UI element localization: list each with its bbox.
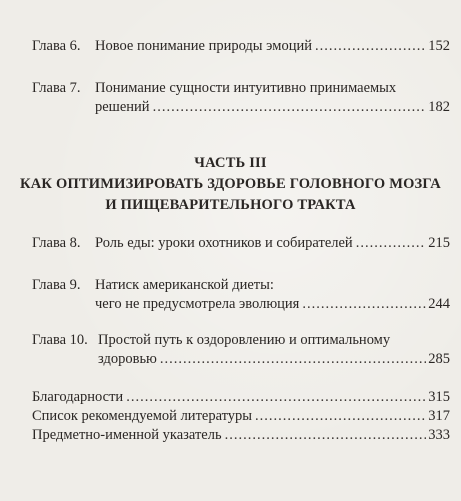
page-number: 244 bbox=[428, 296, 450, 312]
toc-entry-acknowledgements bbox=[32, 388, 450, 407]
dot-leader bbox=[255, 407, 426, 426]
chapter-label: Глава 8. bbox=[32, 235, 81, 251]
dot-leader bbox=[153, 98, 427, 117]
chapter-label: Глава 9. bbox=[32, 277, 81, 293]
toc-entry-chapter-8 bbox=[32, 234, 450, 253]
chapter-title: Новое понимание природы эмоций bbox=[95, 38, 312, 54]
entry-title: Благодарности bbox=[32, 389, 124, 405]
page-number: 215 bbox=[428, 235, 450, 251]
chapter-title: Роль еды: уроки охотников и собирателей bbox=[95, 235, 353, 251]
chapter-title-line-2: чего не предусмотрела эволюция bbox=[95, 296, 300, 312]
dot-leader bbox=[356, 234, 427, 253]
page-number: 315 bbox=[428, 389, 450, 405]
part-title-line-2: И ПИЩЕВАРИТЕЛЬНОГО ТРАКТА bbox=[105, 197, 356, 213]
chapter-title-line-2: здоровью bbox=[98, 351, 157, 367]
toc-entry-chapter-7 bbox=[32, 79, 450, 117]
page-number: 182 bbox=[428, 99, 450, 115]
toc-entry-chapter-10 bbox=[32, 331, 450, 369]
page-number: 317 bbox=[428, 408, 450, 424]
page-number: 333 bbox=[428, 427, 450, 443]
part-label: ЧАСТЬ III bbox=[194, 155, 267, 171]
toc-entry-index bbox=[32, 426, 450, 445]
chapter-label: Глава 6. bbox=[32, 38, 81, 54]
dot-leader bbox=[160, 350, 426, 369]
dot-leader bbox=[225, 426, 427, 445]
entry-title: Список рекомендуемой литературы bbox=[32, 408, 253, 424]
part-title-line-1: КАК ОПТИМИЗИРОВАТЬ ЗДОРОВЬЕ ГОЛОВНОГО МОЗГА bbox=[20, 176, 441, 192]
dot-leader bbox=[126, 388, 426, 407]
chapter-label: Глава 10. bbox=[32, 332, 88, 348]
dot-leader bbox=[315, 37, 426, 56]
chapter-title-line-1: Простой путь к оздоровлению и оптимальному bbox=[98, 332, 391, 348]
chapter-title-line-1: Натиск американской диеты: bbox=[95, 277, 274, 293]
toc-entry-chapter-6 bbox=[32, 37, 450, 56]
page-number: 285 bbox=[428, 351, 450, 367]
toc-entry-chapter-9 bbox=[32, 276, 450, 314]
page-number: 152 bbox=[428, 38, 450, 54]
chapter-title-line-2: решений bbox=[95, 99, 150, 115]
dot-leader bbox=[302, 295, 426, 314]
entry-title: Предметно-именной указатель bbox=[32, 427, 222, 443]
chapter-title-line-1: Понимание сущности интуитивно принимаемых bbox=[95, 80, 397, 96]
toc-entry-recommended-reading bbox=[32, 407, 450, 426]
chapter-label: Глава 7. bbox=[32, 80, 81, 96]
